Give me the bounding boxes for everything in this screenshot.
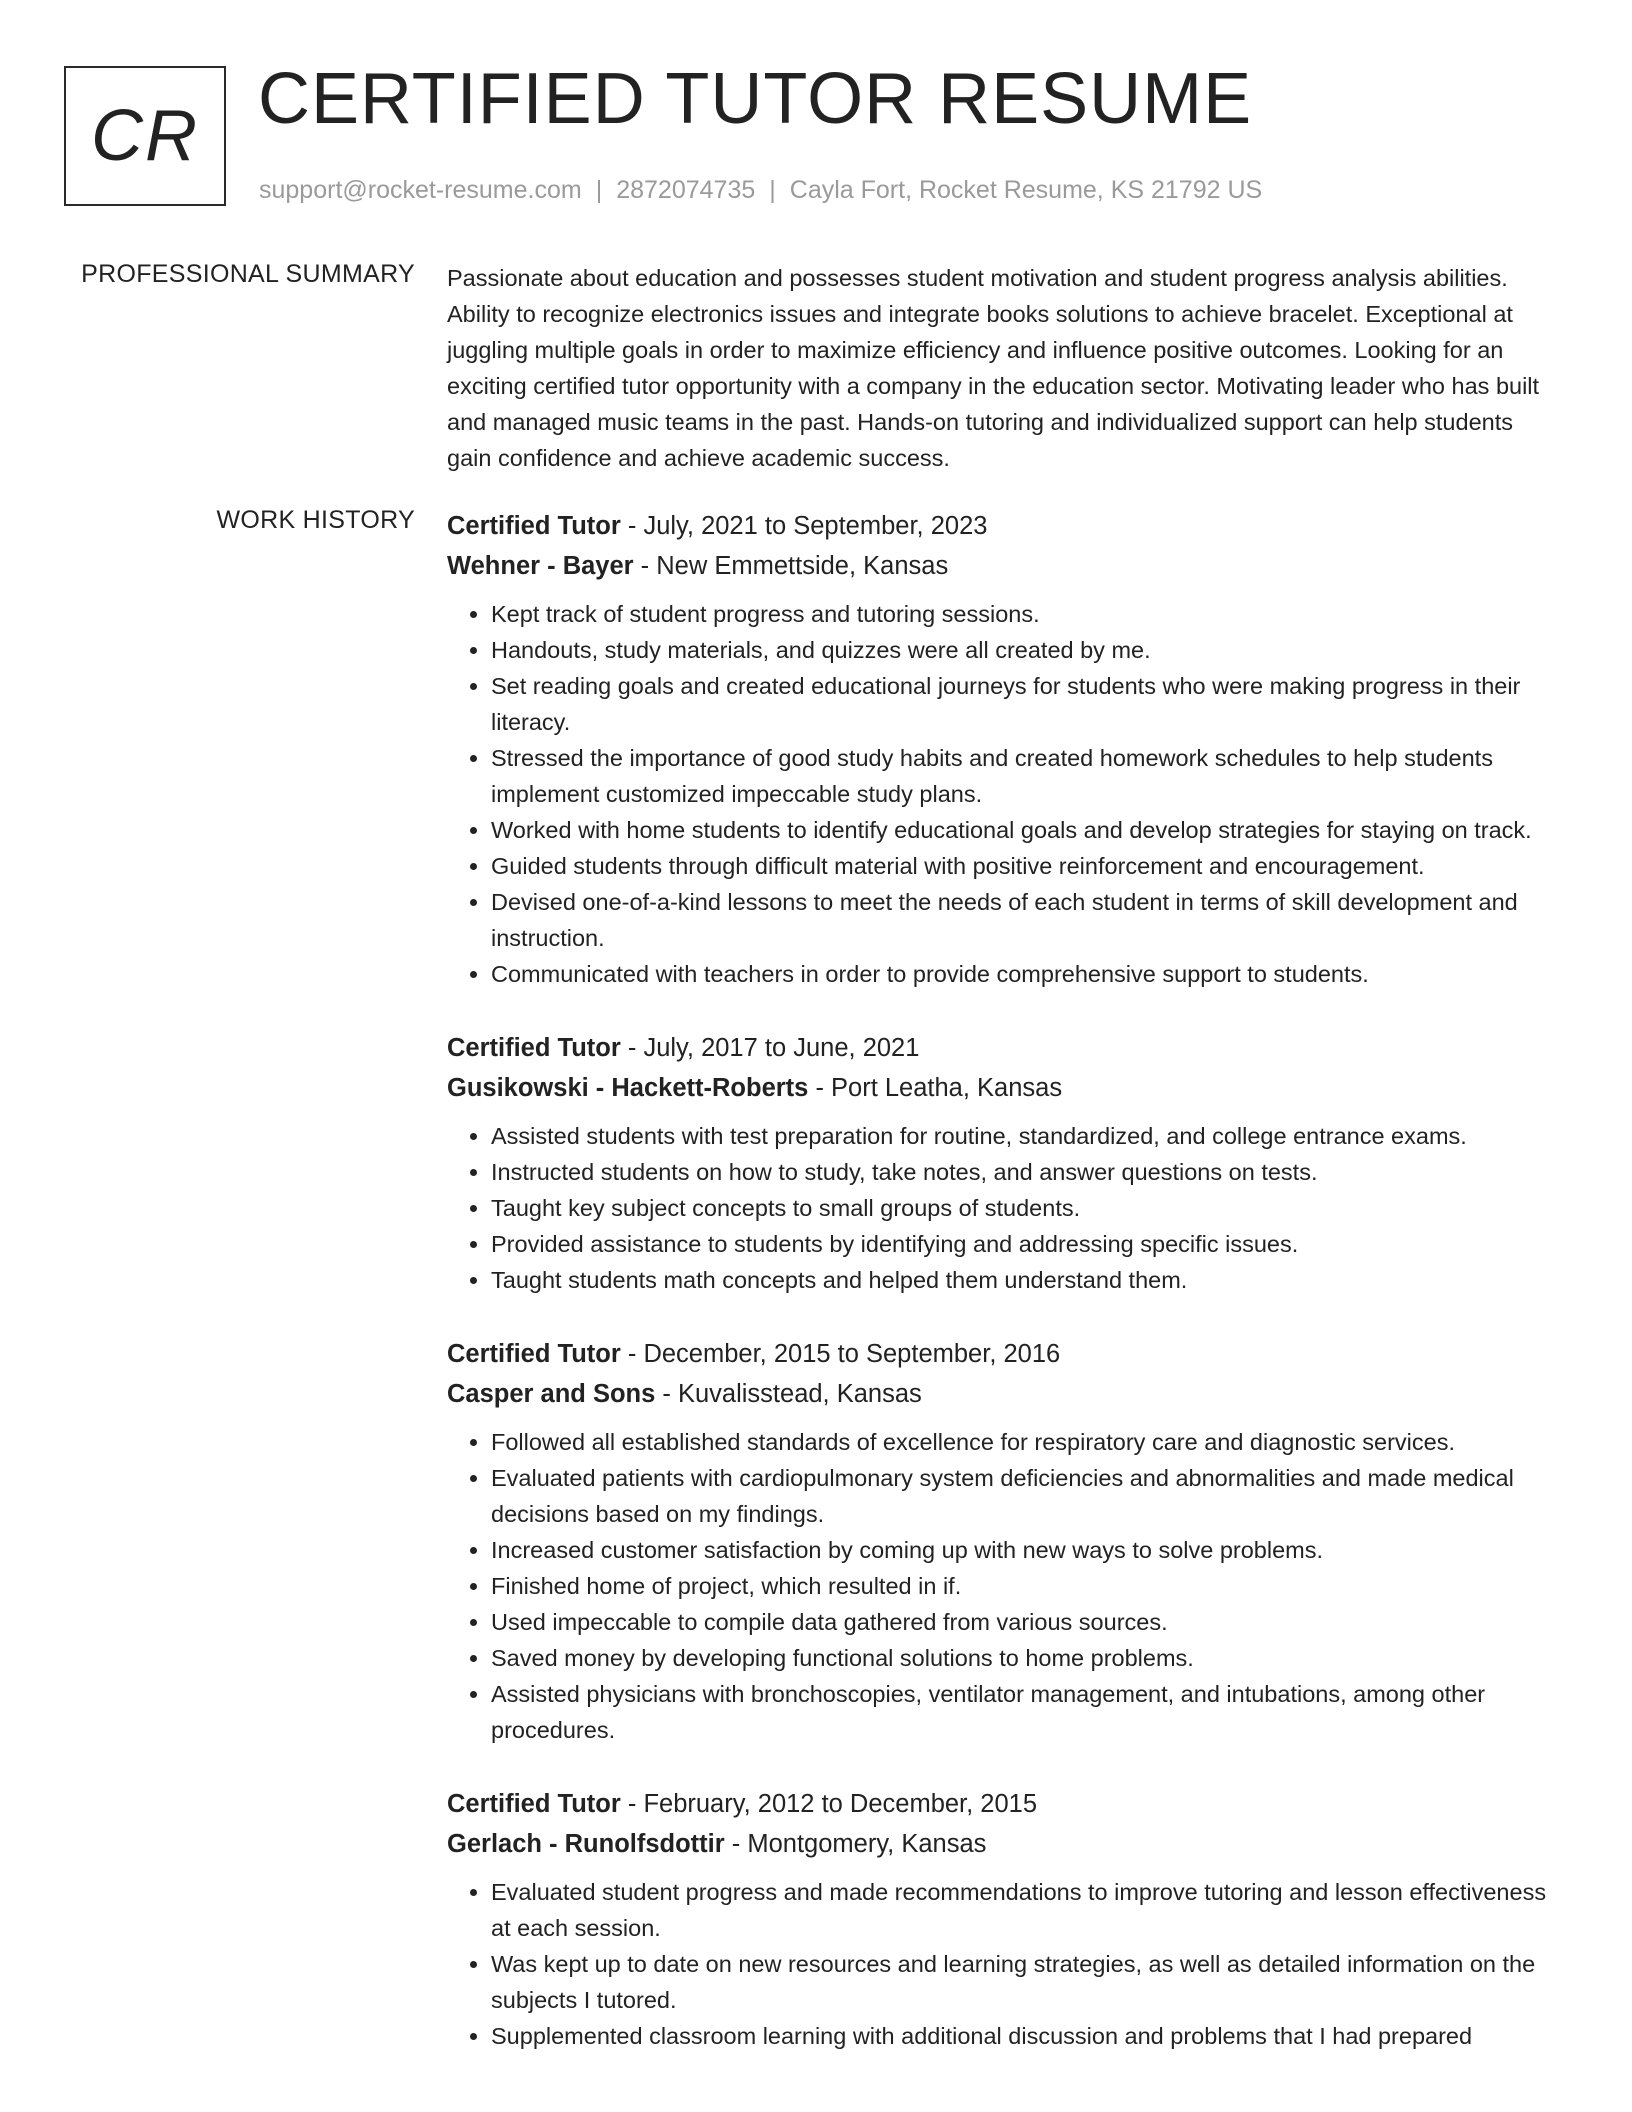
employer-name: Gerlach - Runolfsdottir <box>447 1830 725 1858</box>
monogram-badge: CR <box>64 66 226 206</box>
job-title-line <box>447 1784 1562 1824</box>
job-location: - Montgomery, Kansas <box>724 1830 987 1858</box>
job-bullet: • Taught key subject concepts to small groups of students. <box>491 1190 1562 1226</box>
job-location: - New Emmettside, Kansas <box>633 552 949 580</box>
job-bullet: • Saved money by developing functional solutions to home problems. <box>491 1640 1562 1676</box>
contact-separator: | <box>769 176 776 204</box>
contact-address: Cayla Fort, Rocket Resume, KS 21792 US <box>789 176 1263 204</box>
job-bullet: • Taught students math concepts and helped them understand them. <box>491 1262 1562 1298</box>
job-bullet: • Stressed the importance of good study habits and created homework schedules to help students implement customized impeccable study plans. <box>491 740 1562 812</box>
job-bullets <box>447 596 1562 992</box>
job-dates: - December, 2015 to September, 2016 <box>620 1340 1061 1368</box>
summary-text: Passionate about education and possesses student motivation and student progress analysis abilities. Ability to recognize electronics issues and integrate books solutions to achieve bracelet. Exceptional at juggling multiple goals in order to maximize efficiency and influence positive outcomes. Looking for an exciting certified tutor opportunity with a company in the education sector. Motivating leader who has built and managed music teams in the past. Hands-on tutoring and individualized support can help students gain confidence and achieve academic success. <box>447 265 1540 471</box>
job-entry <box>447 1028 1562 1298</box>
job-location: - Port Leatha, Kansas <box>808 1074 1063 1102</box>
job-bullets <box>447 1118 1562 1298</box>
job-bullet: • Supplemented classroom learning with additional discussion and problems that I had prepared <box>491 2018 1562 2054</box>
job-title: Certified Tutor <box>447 1340 621 1368</box>
contact-phone: 2872074735 <box>616 176 756 204</box>
job-bullet: • Set reading goals and created educational journeys for students who were making progress in their literacy. <box>491 668 1562 740</box>
job-bullet: • Increased customer satisfaction by coming up with new ways to solve problems. <box>491 1532 1562 1568</box>
job-dates: - July, 2017 to June, 2021 <box>620 1034 920 1062</box>
job-bullet: • Followed all established standards of excellence for respiratory care and diagnostic services. <box>491 1424 1562 1460</box>
work-history-list <box>447 506 1562 2090</box>
job-bullet: • Assisted physicians with bronchoscopies, ventilator management, and intubations, among other procedures. <box>491 1676 1562 1748</box>
job-bullet: • Was kept up to date on new resources and learning strategies, as well as detailed information on the subjects I tutored. <box>491 1946 1562 2018</box>
job-bullet: • Communicated with teachers in order to provide comprehensive support to students. <box>491 956 1562 992</box>
job-title: Certified Tutor <box>447 1790 621 1818</box>
job-title: Certified Tutor <box>447 512 621 540</box>
job-bullet: • Instructed students on how to study, take notes, and answer questions on tests. <box>491 1154 1562 1190</box>
job-title: Certified Tutor <box>447 1034 621 1062</box>
employer-name: Gusikowski - Hackett-Roberts <box>447 1074 809 1102</box>
job-bullet: • Handouts, study materials, and quizzes were all created by me. <box>491 632 1562 668</box>
job-bullet: • Finished home of project, which resulted in if. <box>491 1568 1562 1604</box>
job-dates: - February, 2012 to December, 2015 <box>620 1790 1038 1818</box>
job-bullet: • Provided assistance to students by identifying and addressing specific issues. <box>491 1226 1562 1262</box>
job-title-line <box>447 1028 1562 1068</box>
job-bullet: • Evaluated student progress and made recommendations to improve tutoring and lesson effectiveness at each session. <box>491 1874 1562 1946</box>
resume-title: CERTIFIED TUTOR RESUME <box>258 59 1253 139</box>
job-bullet: • Used impeccable to compile data gathered from various sources. <box>491 1604 1562 1640</box>
employer-line <box>447 1824 1562 1864</box>
employer-line <box>447 1068 1562 1108</box>
contact-email: support@rocket-resume.com <box>259 176 582 204</box>
job-bullet: • Worked with home students to identify educational goals and develop strategies for staying on track. <box>491 812 1562 848</box>
job-location: - Kuvalisstead, Kansas <box>655 1380 922 1408</box>
job-bullets <box>447 1874 1562 2054</box>
employer-name: Wehner - Bayer <box>447 552 634 580</box>
employer-line <box>447 546 1562 586</box>
employer-line <box>447 1374 1562 1414</box>
summary-heading: PROFESSIONAL SUMMARY <box>81 260 415 288</box>
job-bullet: • Kept track of student progress and tutoring sessions. <box>491 596 1562 632</box>
job-bullets <box>447 1424 1562 1748</box>
job-entry <box>447 506 1562 992</box>
job-bullet: • Evaluated patients with cardiopulmonary system deficiencies and abnormalities and made medical decisions based on my findings. <box>491 1460 1562 1532</box>
job-bullet: • Assisted students with test preparation for routine, standardized, and college entrance exams. <box>491 1118 1562 1154</box>
job-dates: - July, 2021 to September, 2023 <box>620 512 988 540</box>
employer-name: Casper and Sons <box>447 1380 656 1408</box>
job-bullet: • Guided students through difficult material with positive reinforcement and encouragement. <box>491 848 1562 884</box>
contact-separator: | <box>595 176 603 204</box>
job-title-line <box>447 506 1562 546</box>
job-title-line <box>447 1334 1562 1374</box>
job-bullet: • Devised one-of-a-kind lessons to meet the needs of each student in terms of skill development and instruction. <box>491 884 1562 956</box>
contact-line <box>259 176 1262 205</box>
job-entry <box>447 1784 1562 2054</box>
job-entry <box>447 1334 1562 1748</box>
work-history-heading: WORK HISTORY <box>216 506 415 534</box>
